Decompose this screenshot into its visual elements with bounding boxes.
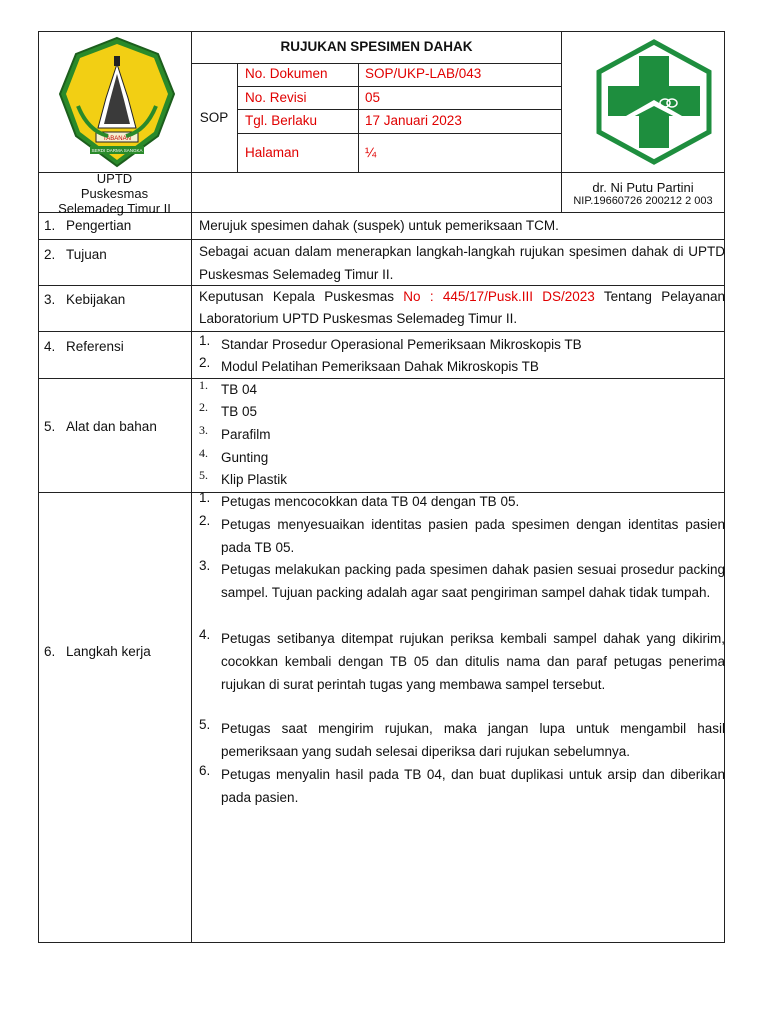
section-pengertian-text: Merujuk spesimen dahak (suspek) untuk pemeriksaan TCM. bbox=[199, 218, 559, 233]
list-item: 1. TB 04 bbox=[199, 378, 258, 397]
org-line-2: Puskesmas bbox=[80, 186, 149, 201]
puskesmas-logo bbox=[593, 36, 715, 168]
doc-number-value: SOP/UKP-LAB/043 bbox=[365, 66, 482, 81]
logo-motto-text: SERDI DARMA SANGKA bbox=[91, 148, 143, 153]
effective-date-label: Tgl. Berlaku bbox=[245, 113, 318, 128]
section-langkah-kerja-label: 6. Langkah kerja bbox=[44, 644, 151, 659]
org-name bbox=[38, 171, 191, 216]
list-item: 2. TB 05 bbox=[199, 400, 258, 419]
sop-label: SOP bbox=[199, 110, 229, 125]
list-item: 6. Petugas menyalin hasil pada TB 04, dan buat duplikasi untuk arsip dan diberikan pada pasien. bbox=[199, 763, 725, 805]
section-tujuan-text: Sebagai acuan dalam menerapkan langkah-langkah rujukan spesimen dahak di UPTD Puskesmas Selemadeg Timur II. bbox=[199, 244, 725, 282]
section-kebijakan-text: Keputusan Kepala Puskesmas No : 445/17/Pusk.III DS/2023 Tentang Pelayanan Laboratorium UPTD Puskesmas Selemadeg Timur II. bbox=[199, 289, 726, 326]
list-item: 2. Petugas menyesuaikan identitas pasien pada spesimen dengan identitas pasien pada TB 05. bbox=[199, 513, 725, 555]
effective-date-value: 17 Januari 2023 bbox=[365, 113, 462, 128]
list-item: 3. Parafilm bbox=[199, 423, 271, 442]
list-item: 2. Modul Pelatihan Pemeriksaan Dahak Mikroskopis TB bbox=[199, 355, 539, 374]
section-referensi-label: 4. Referensi bbox=[44, 339, 124, 354]
section-kebijakan-label: 3. Kebijakan bbox=[44, 292, 126, 307]
list-item: 1. Standar Prosedur Operasional Pemeriksaan Mikroskopis TB bbox=[199, 333, 582, 352]
revision-label: No. Revisi bbox=[245, 90, 307, 105]
tabanan-logo bbox=[58, 36, 176, 168]
decree-number: No : 445/17/Pusk.III DS/2023 bbox=[403, 289, 595, 304]
org-line-3: Selemadeg Timur II bbox=[58, 201, 171, 216]
list-item: 5. Petugas saat mengirim rujukan, maka jangan lupa untuk mengambil hasil pemeriksaan yang sudah selesai diperiksa dari rujukan sebelumnya. bbox=[199, 717, 725, 759]
section-alat-bahan-label: 5. Alat dan bahan bbox=[44, 419, 157, 434]
signer-nip: NIP.19660726 200212 2 003 bbox=[573, 195, 713, 207]
section-pengertian-label: 1. Pengertian bbox=[44, 218, 132, 233]
page-label: Halaman bbox=[245, 145, 300, 160]
revision-value: 05 bbox=[365, 90, 381, 105]
list-item: 4. Gunting bbox=[199, 446, 269, 465]
doc-number-label: No. Dokumen bbox=[245, 66, 328, 81]
page-value: ¼ bbox=[365, 145, 377, 160]
list-item: 5. Klip Plastik bbox=[199, 468, 288, 487]
section-tujuan-label: 2. Tujuan bbox=[44, 247, 107, 262]
list-item: 4. Petugas setibanya ditempat rujukan periksa kembali sampel dahak yang dikirim, cocokkan kembali dengan TB 05 dan ditulis nama dan paraf petugas penerima rujukan di surat perintah tugas yang membawa sampel tersebut. bbox=[199, 627, 725, 692]
logo-banner-text: TABANAN bbox=[103, 136, 131, 142]
document-title: RUJUKAN SPESIMEN DAHAK bbox=[280, 39, 473, 54]
org-line-1: UPTD bbox=[96, 171, 133, 186]
list-item: 1. Petugas mencocokkan data TB 04 dengan TB 05. bbox=[199, 490, 520, 509]
signer-name: dr. Ni Putu Partini bbox=[592, 180, 694, 195]
list-item: 3. Petugas melakukan packing pada spesimen dahak pasien sesuai prosedur packing sampel. Tujuan packing adalah agar saat pengiriman sampel dahak tidak tumpah. bbox=[199, 558, 725, 600]
